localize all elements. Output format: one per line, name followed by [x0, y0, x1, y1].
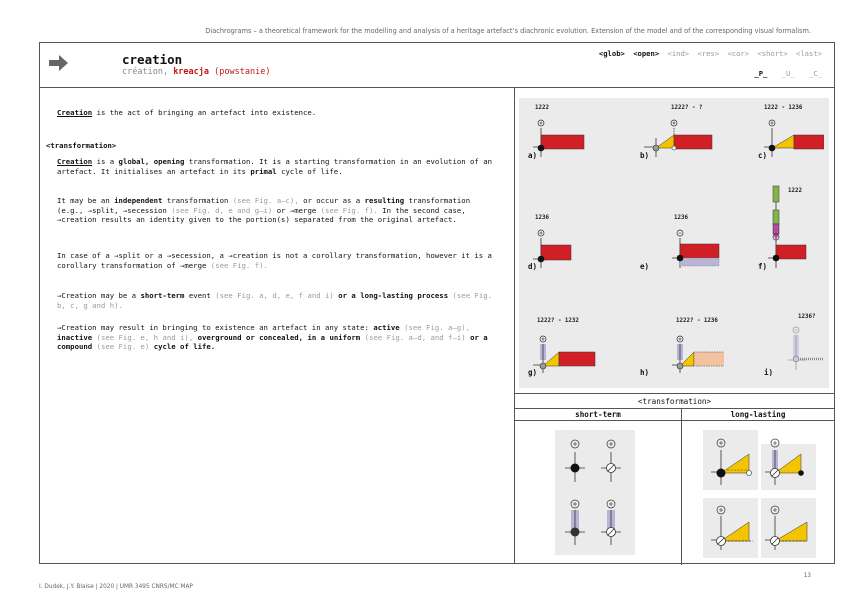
flag-p: _P_	[754, 69, 768, 78]
transformation-box	[515, 393, 834, 565]
transformation-box-title: <transformation>	[637, 397, 712, 406]
definition-column	[41, 88, 513, 564]
tag-last: <last>	[796, 49, 822, 58]
figure-e: 1236 e)	[634, 208, 724, 288]
long-lasting-heading: long-lasting	[730, 410, 786, 419]
translation-pl-alt: (powstanie)	[214, 67, 271, 77]
document-header-title: Diachrograms – a theoretical framework for the modelling and analysis of a heritage artefact’s diachronic evolution. Extension of the model and of the corresponding visual formalism.	[205, 27, 811, 35]
entry-topbar	[40, 43, 834, 88]
paragraph-1: Creation is a global, opening transformation. It is a starting transformation in an evolution of an artefact. It initialises an artefact in its primal cycle of life.	[57, 157, 492, 176]
figure-i: 1236? i)	[764, 314, 816, 377]
flag-u: _U_	[781, 69, 795, 78]
transformation-box-rule	[515, 408, 834, 409]
paragraph-4: →Creation may be a short-term event (see Fig. a, d, e, f and i) or a long-lasting process (see Fig. b, c, g and h).	[57, 291, 493, 310]
tag-short: <short>	[757, 49, 788, 58]
paragraph-5: →Creation may result in bringing to existence an artefact in any state: active (see Fig. a–g), inactive (see Fig. e, h and i), overground or concealed, in a uniform (see Fig. a–d, and f–i) or a compound (see Fig. e) cycle of life.	[57, 323, 488, 352]
page-number: 13	[803, 573, 811, 579]
tag-res: <res>	[697, 49, 720, 58]
translation-pl: kreacja	[173, 67, 210, 77]
figure-g: 1222? - 1232 g)	[527, 308, 617, 388]
figure-a: 1222 a)	[527, 102, 617, 182]
figure-d: 1236 d)	[527, 208, 617, 288]
short-term-symbols	[555, 430, 635, 555]
figure-b: 1222? - ? b)	[634, 102, 724, 182]
figure-h: 1222? - 1236 h)	[634, 308, 724, 388]
right-arrow-icon	[48, 53, 70, 73]
classification-tags	[599, 49, 822, 58]
figures-panel	[519, 98, 829, 388]
heading-rule	[515, 420, 834, 421]
entry-translations	[122, 67, 270, 77]
short-term-heading: short-term	[575, 410, 621, 419]
figure-f: 1222 f)	[734, 178, 824, 258]
transformation-col-divider	[681, 408, 682, 565]
tag-glob: <glob>	[598, 49, 625, 58]
entry-frame	[39, 42, 835, 564]
transformation-tag: <transformation>	[46, 141, 117, 150]
flag-c: _C_	[809, 69, 822, 78]
definition-text: is the act of bringing an artefact into existence.	[96, 108, 317, 117]
paragraph-3: In case of a →split or a →secession, a →creation is not a corollary transformation, however it is a corollary transformation of →merge (see Fig. f).	[57, 251, 492, 270]
tag-cor: <cor>	[727, 49, 750, 58]
tag-ind: <ind>	[667, 49, 690, 58]
entry-term: creation	[122, 52, 183, 67]
tag-open: <open>	[633, 49, 660, 58]
footer-credits: I. Dudek, J.Y. Blaise | 2020 | UMR 3495 CNRS/MC MAP	[39, 584, 193, 590]
translation-fr: création,	[122, 67, 169, 77]
definition-term: Creation	[57, 108, 93, 117]
position-flags	[744, 69, 822, 78]
paragraph-2: It may be an independent transformation (see Fig. a–c), or occur as a resulting transformation (e.g., →split, →secession (see Fig. d, e and g–i) or →merge (see Fig. f). In the second case, →creation results an identity given to the portion(s) separated from the original artefact.	[57, 196, 471, 225]
definition-line	[57, 108, 497, 118]
long-lasting-symbols	[703, 430, 818, 560]
figure-c: 1222 - 1236 c)	[734, 102, 824, 182]
